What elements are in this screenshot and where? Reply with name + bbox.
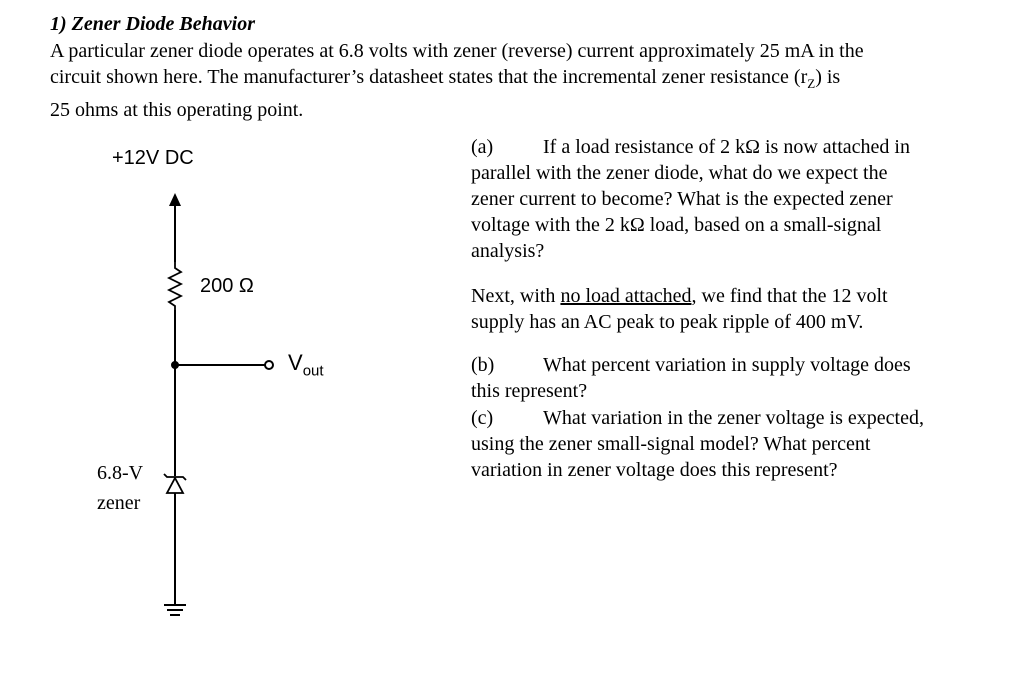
supply-label: +12V DC [112,147,194,169]
ground-icon [164,605,186,615]
question-a-line-2: parallel with the zener diode, what do we expect the [471,162,888,184]
question-a-line-1-text: If a load resistance of 2 kΩ is now attached in [543,136,910,158]
intro-line-3: 25 ohms at this operating point. [50,99,304,121]
zener-label-line-2: zener [97,492,141,514]
zener-label-line-1: 6.8-V [97,462,144,484]
question-c-line-3: variation in zener voltage does this represent? [471,459,838,481]
resistor-200-ohm [169,262,181,310]
ripple-pre: Next, with [471,285,561,307]
question-a-line-5: analysis? [471,240,545,262]
question-a-line-3: zener current to become? What is the expected zener [471,188,893,210]
intro-line-2-text: circuit shown here. The manufacturer’s datasheet states that the incremental zener resistance (r [50,66,808,88]
question-b-label: (b) [471,354,495,376]
supply-arrow-icon [169,193,181,206]
ripple-post: , we find that the 12 volt [691,285,888,307]
rz-subscript: Z [807,76,816,91]
intro-line-1: A particular zener diode operates at 6.8 volts with zener (reverse) current approximately 25 mA in the [50,40,864,62]
problem-title: 1) Zener Diode Behavior [50,13,255,35]
question-a-label: (a) [471,136,494,158]
question-c-line-1-text: What variation in the zener voltage is expected, [543,407,924,429]
question-c-line-2: using the zener small-signal model? What percent [471,433,871,455]
question-b-line-2: this represent? [471,380,588,402]
zener-diode-icon [164,474,186,493]
question-c-label: (c) [471,407,494,429]
vout-label [288,350,324,379]
vout-sub: out [302,362,324,380]
zener-label [97,458,143,518]
vout-main: V [288,350,303,375]
question-a-line-4: voltage with the 2 kΩ load, based on a small-signal [471,214,882,236]
question-b-line-1-text: What percent variation in supply voltage does [543,354,911,376]
intro-line-2-end: ) is [815,66,841,88]
ripple-line-2: supply has an AC peak to peak ripple of 400 mV. [471,311,864,333]
ripple-underlined: no load attached [560,285,692,307]
output-terminal [265,361,273,369]
resistor-label: 200 Ω [200,275,254,297]
